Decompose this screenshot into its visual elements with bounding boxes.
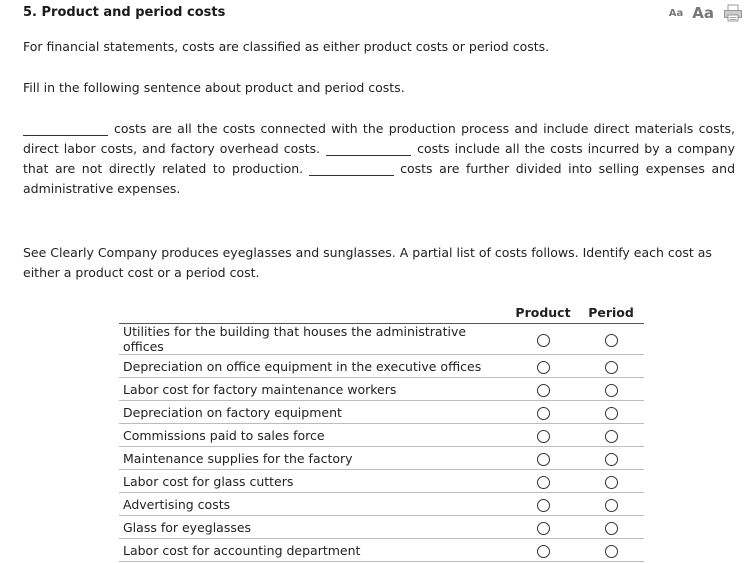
product-column-header: Product: [515, 304, 571, 320]
period-radio[interactable]: [605, 476, 618, 489]
table-row: [119, 378, 644, 401]
product-radio[interactable]: [537, 361, 550, 374]
classification-instructions: See Clearly Company produces eyeglasses and sunglasses. A partial list of costs follows. Identify each cost as either a product cost or a period cost.: [23, 245, 712, 280]
product-radio[interactable]: [537, 384, 550, 397]
table-row: [119, 516, 644, 539]
period-radio[interactable]: [605, 430, 618, 443]
blank-input-1[interactable]: [23, 121, 108, 136]
period-column-header: Period: [588, 304, 634, 320]
blank-input-2[interactable]: [326, 141, 411, 156]
table-row: [119, 401, 644, 424]
period-radio[interactable]: [605, 407, 618, 420]
cost-label: Depreciation on office equipment in the executive offices: [119, 355, 508, 378]
table-row: [119, 355, 644, 378]
question-header: [23, 4, 743, 24]
cost-label: Labor cost for accounting department: [119, 539, 508, 562]
fill-in-sentence: [23, 119, 735, 199]
fill-instructions: Fill in the following sentence about product and period costs.: [23, 80, 405, 95]
period-radio[interactable]: [605, 522, 618, 535]
product-radio[interactable]: [537, 545, 550, 558]
period-radio[interactable]: [605, 334, 618, 347]
period-radio[interactable]: [605, 453, 618, 466]
table-header-row: [119, 301, 644, 324]
table-row: [119, 539, 644, 562]
table-row: [119, 447, 644, 470]
table-row: [119, 470, 644, 493]
print-icon[interactable]: [723, 4, 743, 22]
period-radio[interactable]: [605, 384, 618, 397]
table-row: [119, 493, 644, 516]
fill-segment-3: costs are further divided into selling expenses and administrative expenses.: [23, 161, 735, 196]
question-title: 5. Product and period costs: [23, 5, 226, 20]
product-radio[interactable]: [537, 499, 550, 512]
cost-label: Depreciation on factory equipment: [119, 401, 508, 424]
table-row: [119, 324, 644, 355]
intro-paragraph: For financial statements, costs are classified as either product costs or period costs.: [23, 39, 550, 54]
cost-label: Maintenance supplies for the factory: [119, 447, 508, 470]
cost-classification-table: [119, 301, 644, 562]
product-radio[interactable]: [537, 522, 550, 535]
font-size-small-button[interactable]: Aa: [668, 8, 684, 19]
cost-label: Labor cost for glass cutters: [119, 470, 508, 493]
cost-label: Advertising costs: [119, 493, 508, 516]
product-radio[interactable]: [537, 476, 550, 489]
fill-segment-1: costs are all the costs connected with the production process and include direct materials costs, direct labor costs, and factory overhead costs.: [23, 121, 735, 156]
product-radio[interactable]: [537, 407, 550, 420]
product-radio[interactable]: [537, 430, 550, 443]
cost-label: Commissions paid to sales force: [119, 424, 508, 447]
blank-input-3[interactable]: [309, 161, 394, 176]
fill-segment-2: costs include all the costs incurred by a company that are not directly related to production.: [23, 141, 736, 176]
cost-label: Labor cost for factory maintenance workers: [119, 378, 508, 401]
period-radio[interactable]: [605, 499, 618, 512]
cost-label: Utilities for the building that houses the administrative offices: [119, 324, 508, 355]
font-controls: [669, 4, 743, 22]
table-row: [119, 424, 644, 447]
cost-label: Glass for eyeglasses: [119, 516, 508, 539]
product-radio[interactable]: [537, 334, 550, 347]
product-radio[interactable]: [537, 453, 550, 466]
cost-column-header: [119, 301, 508, 324]
font-size-large-button[interactable]: Aa: [692, 4, 714, 22]
period-radio[interactable]: [605, 545, 618, 558]
period-radio[interactable]: [605, 361, 618, 374]
